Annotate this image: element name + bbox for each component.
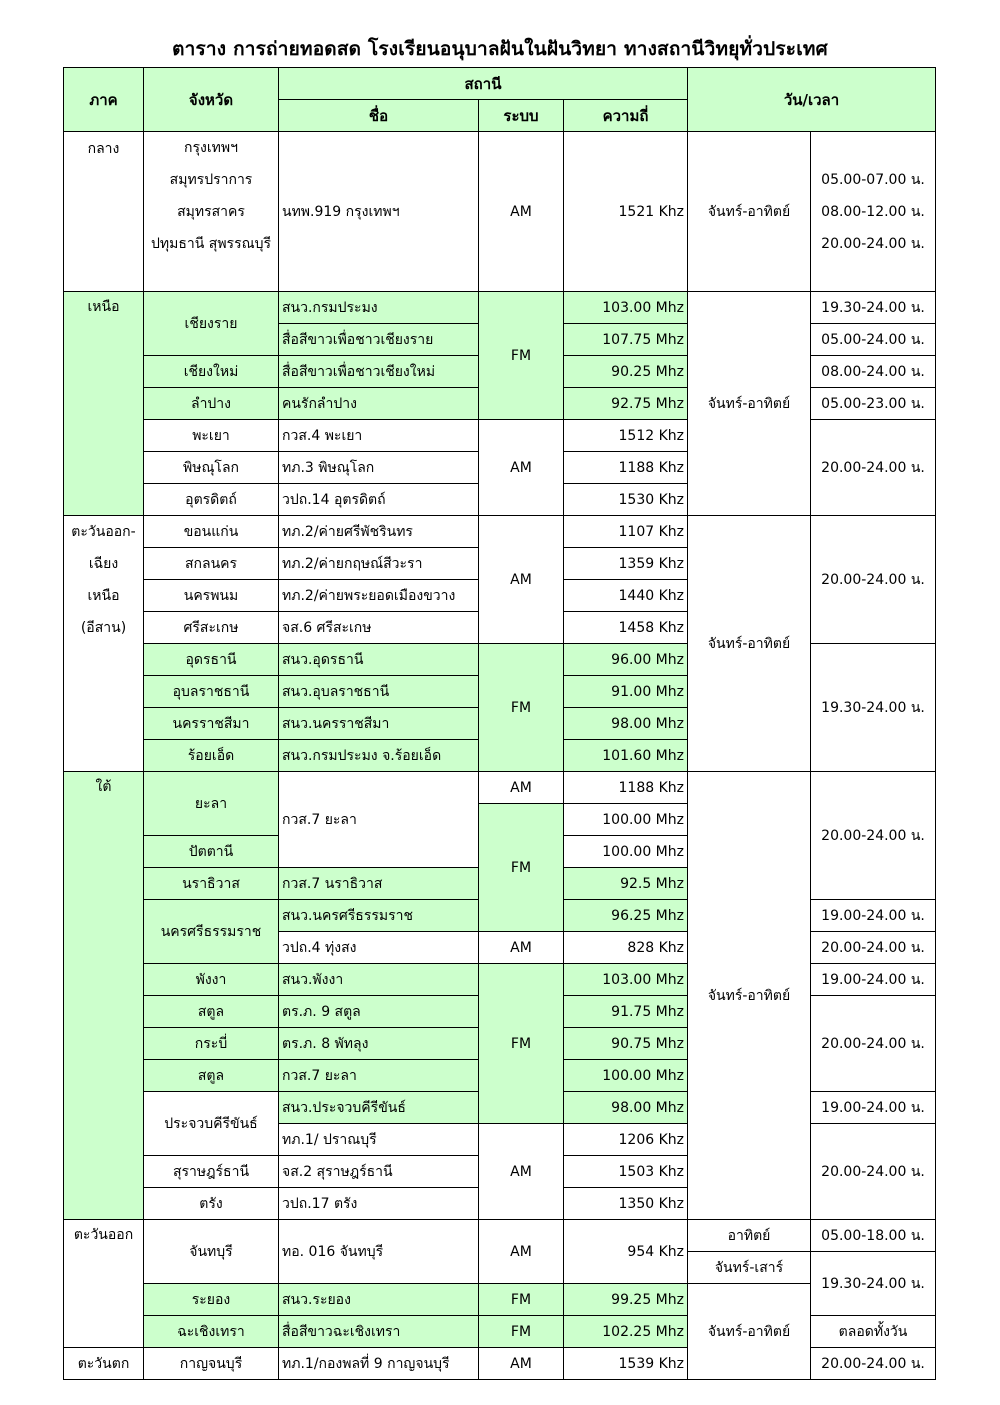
broadcast-time: 20.00-24.00 น. — [811, 996, 936, 1092]
station-frequency: 107.75 Mhz — [564, 324, 688, 356]
table-row — [64, 1284, 936, 1316]
province: ยะลา — [144, 772, 279, 836]
province: กรุงเทพฯ — [184, 140, 238, 156]
broadcast-time: 19.30-24.00 น. — [811, 1252, 936, 1316]
province: ปัตตานี — [144, 836, 279, 868]
station-system: AM — [479, 132, 564, 292]
broadcast-time: 20.00-24.00 น. — [811, 932, 936, 964]
station-name: ทภ.2/ค่ายกฤษณ์สีวะรา — [279, 548, 479, 580]
broadcast-times — [811, 132, 936, 292]
header-station: สถานี — [279, 68, 688, 100]
radio-schedule-table — [63, 67, 936, 1380]
province: สมุทรปราการ — [169, 172, 253, 188]
station-name: กวส.7 ยะลา — [279, 1060, 479, 1092]
station-frequency: 103.00 Mhz — [564, 292, 688, 324]
table-row — [64, 132, 936, 292]
province: อุตรดิตถ์ — [144, 484, 279, 516]
broadcast-time: 05.00-18.00 น. — [811, 1220, 936, 1252]
province-list — [144, 132, 279, 292]
station-frequency: 101.60 Mhz — [564, 740, 688, 772]
region-line: เฉียง — [88, 556, 119, 572]
region-northeast — [64, 516, 144, 772]
station-system: AM — [479, 1348, 564, 1380]
province: ศรีสะเกษ — [144, 612, 279, 644]
broadcast-days: จันทร์-อาทิตย์ — [688, 1284, 811, 1380]
broadcast-days: จันทร์-อาทิตย์ — [688, 772, 811, 1220]
table-row — [64, 772, 936, 804]
province: นราธิวาส — [144, 868, 279, 900]
station-name: จส.6 ศรีสะเกษ — [279, 612, 479, 644]
station-name: สนว.กรมประมง — [279, 292, 479, 324]
station-name: สื่อสีขาวเพื่อชาวเชียงใหม่ — [279, 356, 479, 388]
station-frequency: 96.00 Mhz — [564, 644, 688, 676]
province: จันทบุรี — [144, 1220, 279, 1284]
station-frequency: 1206 Khz — [564, 1124, 688, 1156]
station-frequency: 96.25 Mhz — [564, 900, 688, 932]
broadcast-time: 20.00-24.00 น. — [811, 1348, 936, 1380]
header-frequency: ความถี่ — [564, 100, 688, 132]
broadcast-time: 19.30-24.00 น. — [811, 292, 936, 324]
broadcast-time: 08.00-24.00 น. — [811, 356, 936, 388]
station-frequency: 1359 Khz — [564, 548, 688, 580]
region-east: ตะวันออก — [64, 1220, 144, 1348]
province: ปทุมธานี สุพรรณบุรี — [151, 236, 271, 252]
table-row — [64, 1220, 936, 1252]
province: ระยอง — [144, 1284, 279, 1316]
province: พังงา — [144, 964, 279, 996]
header-name: ชื่อ — [279, 100, 479, 132]
province: กาญจนบุรี — [144, 1348, 279, 1380]
broadcast-days: จันทร์-อาทิตย์ — [688, 132, 811, 292]
province: ขอนแก่น — [144, 516, 279, 548]
broadcast-days: จันทร์-อาทิตย์ — [688, 292, 811, 516]
broadcast-time: 19.00-24.00 น. — [811, 900, 936, 932]
province: ตรัง — [144, 1188, 279, 1220]
station-frequency: 91.75 Mhz — [564, 996, 688, 1028]
broadcast-days: อาทิตย์ — [688, 1220, 811, 1252]
broadcast-time: 08.00-12.00 น. — [821, 203, 925, 220]
province: นครศรีธรรมราช — [144, 900, 279, 964]
station-name: สนว.กรมประมง จ.ร้อยเอ็ด — [279, 740, 479, 772]
broadcast-time: 20.00-24.00 น. — [811, 420, 936, 516]
province: เชียงราย — [144, 292, 279, 356]
header-row — [64, 68, 936, 100]
broadcast-time: 19.30-24.00 น. — [811, 644, 936, 772]
broadcast-time: 20.00-24.00 น. — [811, 516, 936, 644]
province: สมุทรสาคร — [177, 204, 245, 220]
station-frequency: 1530 Khz — [564, 484, 688, 516]
region-south: ใต้ — [64, 772, 144, 1220]
station-name: วปถ.14 อุตรดิตถ์ — [279, 484, 479, 516]
broadcast-time: ตลอดทั้งวัน — [811, 1316, 936, 1348]
province: สุราษฎร์ธานี — [144, 1156, 279, 1188]
station-name: สนว.อุบลราชธานี — [279, 676, 479, 708]
station-system: AM — [479, 1124, 564, 1220]
broadcast-time: 05.00-07.00 น. — [821, 171, 925, 188]
station-name: วปถ.4 ทุ่งสง — [279, 932, 479, 964]
station-frequency: 92.5 Mhz — [564, 868, 688, 900]
station-name: นทพ.919 กรุงเทพฯ — [279, 132, 479, 292]
station-name: ตร.ภ. 9 สตูล — [279, 996, 479, 1028]
station-frequency: 90.75 Mhz — [564, 1028, 688, 1060]
broadcast-time: 05.00-23.00 น. — [811, 388, 936, 420]
station-name: ทภ.2/ค่ายพระยอดเมืองขวาง — [279, 580, 479, 612]
province: สตูล — [144, 996, 279, 1028]
station-frequency: 100.00 Mhz — [564, 804, 688, 836]
station-frequency: 1521 Khz — [564, 132, 688, 292]
station-system: AM — [479, 1220, 564, 1284]
station-name: ทภ.1/ ปราณบุรี — [279, 1124, 479, 1156]
station-frequency: 100.00 Mhz — [564, 836, 688, 868]
station-name: ทภ.2/ค่ายศรีพัชรินทร — [279, 516, 479, 548]
province: ฉะเชิงเทรา — [144, 1316, 279, 1348]
station-frequency: 90.25 Mhz — [564, 356, 688, 388]
station-system: FM — [479, 292, 564, 420]
station-name: สื่อสีขาวเพื่อชาวเชียงราย — [279, 324, 479, 356]
station-frequency: 98.00 Mhz — [564, 1092, 688, 1124]
province: เชียงใหม่ — [144, 356, 279, 388]
station-frequency: 954 Khz — [564, 1220, 688, 1284]
station-frequency: 1512 Khz — [564, 420, 688, 452]
station-frequency: 92.75 Mhz — [564, 388, 688, 420]
station-name: สนว.พังงา — [279, 964, 479, 996]
station-frequency: 828 Khz — [564, 932, 688, 964]
station-name: กวส.4 พะเยา — [279, 420, 479, 452]
station-system: FM — [479, 964, 564, 1124]
header-province: จังหวัด — [144, 68, 279, 132]
station-frequency: 1188 Khz — [564, 452, 688, 484]
province: นครพนม — [144, 580, 279, 612]
station-name: ตร.ภ. 8 พัทลุง — [279, 1028, 479, 1060]
broadcast-days: จันทร์-อาทิตย์ — [688, 516, 811, 772]
region-north: เหนือ — [64, 292, 144, 516]
broadcast-time: 20.00-24.00 น. — [821, 235, 925, 252]
province: อุบลราชธานี — [144, 676, 279, 708]
region-west: ตะวันตก — [64, 1348, 144, 1380]
station-name: สนว.ระยอง — [279, 1284, 479, 1316]
province: ร้อยเอ็ด — [144, 740, 279, 772]
province: พะเยา — [144, 420, 279, 452]
station-name: ทอ. 016 จันทบุรี — [279, 1220, 479, 1284]
header-region: ภาค — [64, 68, 144, 132]
station-name: กวส.7 ยะลา — [279, 772, 479, 868]
station-frequency: 91.00 Mhz — [564, 676, 688, 708]
station-frequency: 1440 Khz — [564, 580, 688, 612]
station-system: AM — [479, 516, 564, 644]
station-frequency: 103.00 Mhz — [564, 964, 688, 996]
station-frequency: 98.00 Mhz — [564, 708, 688, 740]
station-name: ทภ.1/กองพลที่ 9 กาญจนบุรี — [279, 1348, 479, 1380]
header-system: ระบบ — [479, 100, 564, 132]
station-name: สนว.นครราชสีมา — [279, 708, 479, 740]
station-system: AM — [479, 932, 564, 964]
province: กระบี่ — [144, 1028, 279, 1060]
broadcast-time: 05.00-24.00 น. — [811, 324, 936, 356]
province: สกลนคร — [144, 548, 279, 580]
station-name: คนรักลำปาง — [279, 388, 479, 420]
station-name: ทภ.3 พิษณุโลก — [279, 452, 479, 484]
station-name: สนว.อุดรธานี — [279, 644, 479, 676]
station-system: FM — [479, 1316, 564, 1348]
page-title: ตาราง การถ่ายทอดสด โรงเรียนอนุบาลฝันในฝันวิทยา ทางสถานีวิทยุทั่วประเทศ — [172, 38, 828, 60]
station-frequency: 1107 Khz — [564, 516, 688, 548]
province: อุดรธานี — [144, 644, 279, 676]
table-row — [64, 516, 936, 548]
station-name: วปถ.17 ตรัง — [279, 1188, 479, 1220]
station-name: จส.2 สุราษฎร์ธานี — [279, 1156, 479, 1188]
station-frequency: 1539 Khz — [564, 1348, 688, 1380]
broadcast-time: 20.00-24.00 น. — [811, 1124, 936, 1220]
broadcast-time: 19.00-24.00 น. — [811, 1092, 936, 1124]
broadcast-days: จันทร์-เสาร์ — [688, 1252, 811, 1284]
station-system: FM — [479, 1284, 564, 1316]
region-line: ตะวันออก- — [71, 524, 136, 540]
station-frequency: 99.25 Mhz — [564, 1284, 688, 1316]
region-line: (อีสาน) — [80, 620, 127, 636]
broadcast-time: 20.00-24.00 น. — [811, 772, 936, 900]
province: สตูล — [144, 1060, 279, 1092]
header-daytime: วัน/เวลา — [688, 68, 936, 132]
station-system: AM — [479, 420, 564, 516]
province: ลำปาง — [144, 388, 279, 420]
broadcast-time: 19.00-24.00 น. — [811, 964, 936, 996]
province: ประจวบคีรีขันธ์ — [144, 1092, 279, 1156]
province: พิษณุโลก — [144, 452, 279, 484]
station-frequency: 100.00 Mhz — [564, 1060, 688, 1092]
station-name: สนว.ประจวบคีรีขันธ์ — [279, 1092, 479, 1124]
station-frequency: 1350 Khz — [564, 1188, 688, 1220]
station-name: สื่อสีขาวฉะเชิงเทรา — [279, 1316, 479, 1348]
station-frequency: 1458 Khz — [564, 612, 688, 644]
station-system: FM — [479, 644, 564, 772]
station-frequency: 102.25 Mhz — [564, 1316, 688, 1348]
station-name: กวส.7 นราธิวาส — [279, 868, 479, 900]
table-row — [64, 292, 936, 324]
region-central: กลาง — [64, 132, 144, 292]
station-name: สนว.นครศรีธรรมราช — [279, 900, 479, 932]
station-system: FM — [479, 804, 564, 932]
station-frequency: 1188 Khz — [564, 772, 688, 804]
station-frequency: 1503 Khz — [564, 1156, 688, 1188]
region-line: เหนือ — [87, 588, 120, 604]
province: นครราชสีมา — [144, 708, 279, 740]
station-system: AM — [479, 772, 564, 804]
